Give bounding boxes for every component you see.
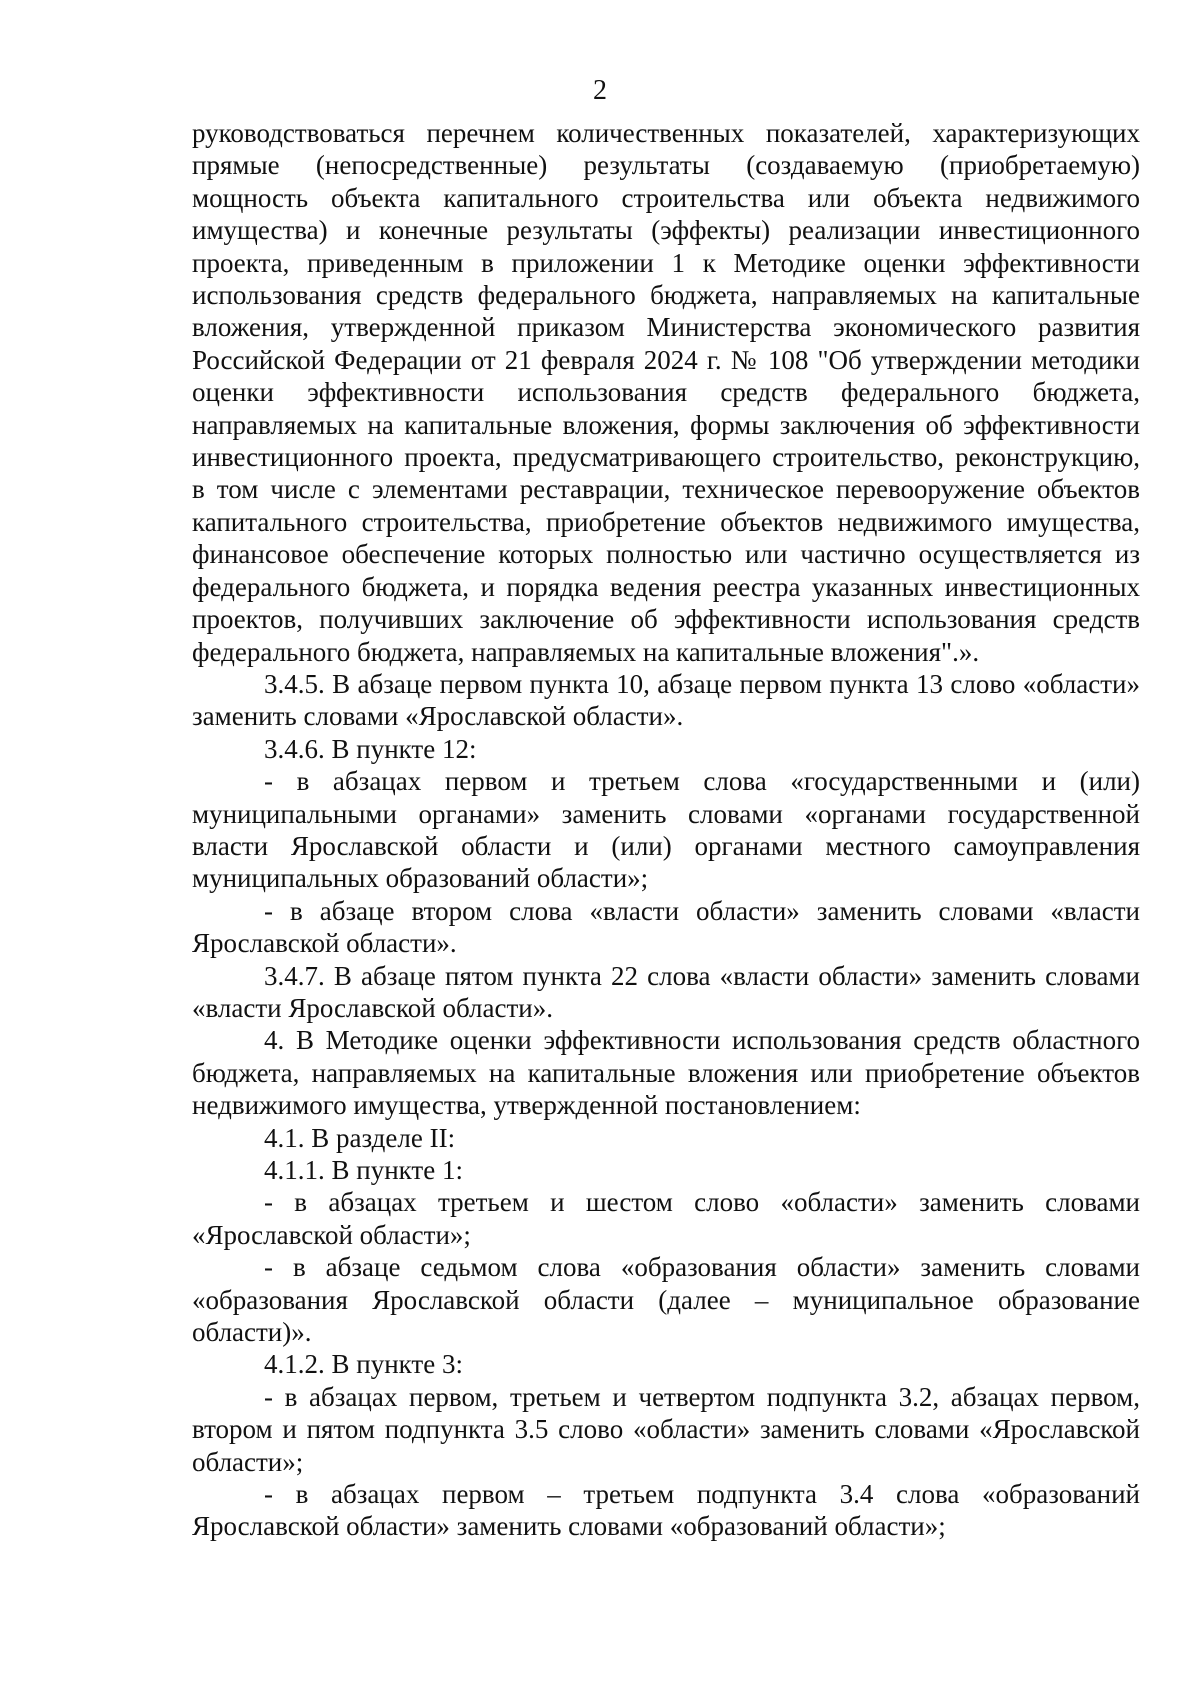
paragraph-item-3-4-7: 3.4.7. В абзаце пятом пункта 22 слова «власти области» заменить словами «власти Ярославской области». xyxy=(192,960,1140,1023)
paragraph-continuation: руководствоваться перечнем количественных показателей, характеризующих прямые (непосредственные) результаты (создаваемую (приобретаемую) мощность объекта капитального строительства или объекта недвижимого имущества) и конечные результаты (эффекты) реализации инвестиционного проекта, приведенным в приложении 1 к Методике оценки эффективности использования средств федерального бюджета, направляемых на капитальные вложения, утвержденной приказом Министерства экономического развития Российской Федерации от 21 февраля 2024 г. № 108 "Об утверждении методики оценки эффективности использования средств федерального бюджета, направляемых на капитальные вложения, формы заключения об эффективности инвестиционного проекта, предусматривающего строительство, реконструкцию, в том числе с элементами реставрации, техническое перевооружение объектов капитального строительства, приобретение объектов недвижимого имущества, финансовое обеспечение которых полностью или частично осуществляется из федерального бюджета, и порядка ведения реестра указанных инвестиционных проектов, получивших заключение об эффективности использования средств федерального бюджета, направляемых на капитальные вложения".». xyxy=(192,118,1140,667)
paragraph-item-4-1-1: 4.1.1. В пункте 1: xyxy=(264,1155,463,1185)
document-body xyxy=(192,117,1140,1543)
paragraph-item-4-1-2: 4.1.2. В пункте 3: xyxy=(264,1349,463,1380)
paragraph-bullet: - в абзаце втором слова «власти области» заменить словами «власти Ярославской области». xyxy=(192,895,1140,959)
paragraph-bullet: - в абзацах первом и третьем слова «государственными и (или) муниципальными органами» заменить словами «органами государственной власти Ярославской области и (или) органами местного самоуправления муниципальных образований области»; xyxy=(192,766,1140,894)
page-number: 2 xyxy=(593,75,607,106)
paragraph-bullet: - в абзацах третьем и шестом слово «области» заменить словами «Ярославской области»; xyxy=(192,1187,1140,1250)
paragraph-item-4: 4. В Методике оценки эффективности использования средств областного бюджета, направляемых на капитальные вложения или приобретение объектов недвижимого имущества, утвержденной постановлением: xyxy=(192,1025,1140,1121)
paragraph-item-4-1: 4.1. В разделе II: xyxy=(264,1122,456,1153)
paragraph-bullet: - в абзаце седьмом слова «образования области» заменить словами «образования Ярославской области (далее – муниципальное образование области)». xyxy=(192,1252,1140,1348)
paragraph-item-3-4-6: 3.4.6. В пункте 12: xyxy=(264,733,477,764)
paragraph-item-3-4-5: 3.4.5. В абзаце первом пункта 10, абзаце первом пункта 13 слово «области» заменить словами «Ярославской области». xyxy=(192,668,1140,732)
paragraph-bullet: - в абзацах первом, третьем и четвертом подпункта 3.2, абзацах первом, втором и пятом подпункта 3.5 слово «области» заменить словами «Ярославской области»; xyxy=(192,1381,1140,1477)
paragraph-bullet: - в абзацах первом – третьем подпункта 3.4 слова «образований Ярославской области» заменить словами «образований области»; xyxy=(192,1479,1140,1542)
